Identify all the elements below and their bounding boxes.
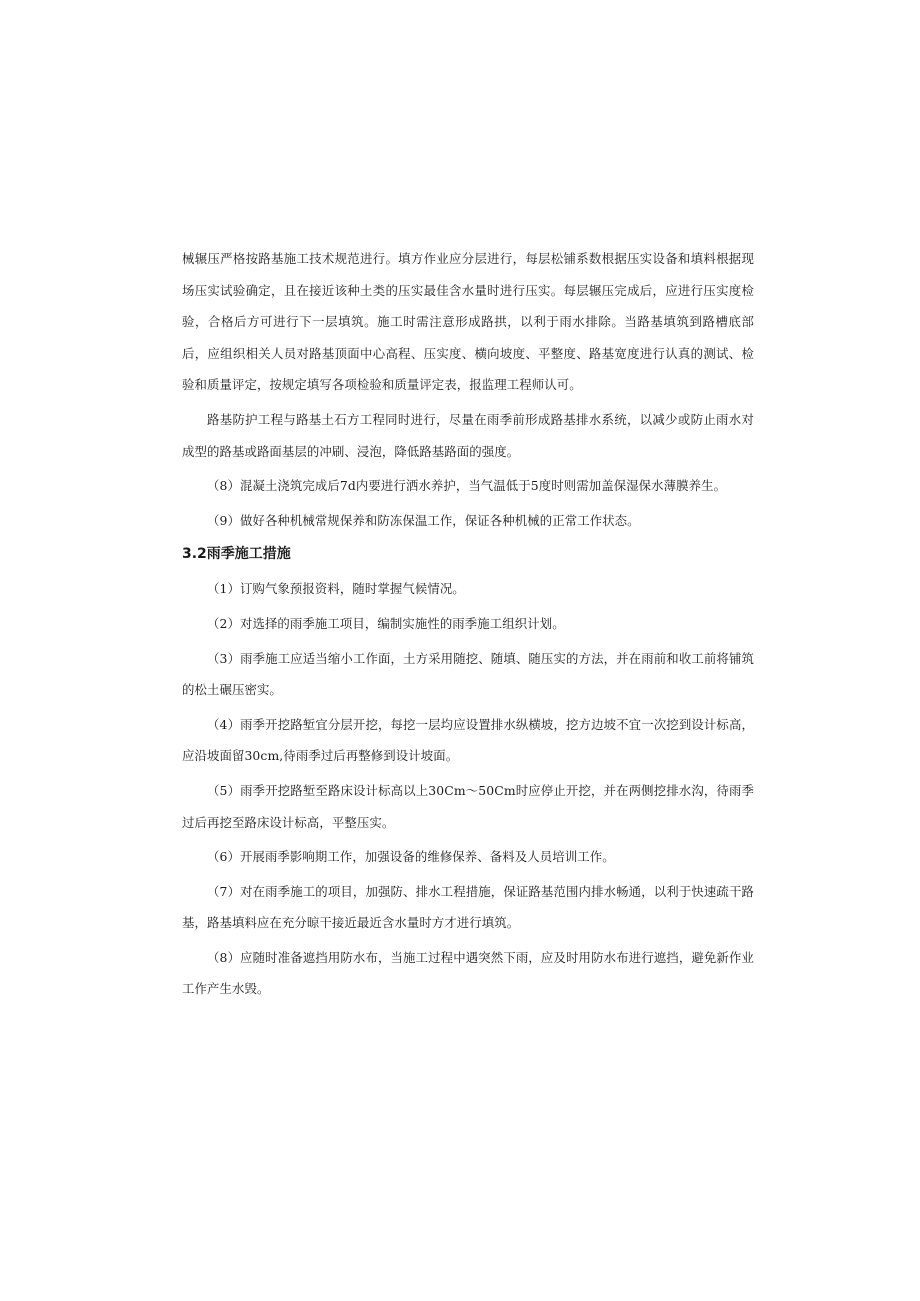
document-body [182,243,754,1005]
paragraph-rain-item-4: （4）雨季开挖路堑宜分层开挖，每挖一层均应设置排水纵横坡，挖方边坡不宜一次挖到设计标高，应沿坡面留30cm,待雨季过后再整修到设计坡面。 [182,716,754,764]
paragraph-item-8-curing: （8）混凝土浇筑完成后7d内要进行洒水养护，当气温低于5度时则需加盖保湿保水薄膜养生。 [207,478,727,494]
paragraph-rain-item-5: （5）雨季开挖路堑至路床设计标高以上30Cm～50Cm时应停止开挖，并在两侧挖排水沟，待雨季过后再挖至路床设计标高，平整压实。 [182,782,754,830]
paragraph-item-9-machinery: （9）做好各种机械常规保养和防冻保温工作，保证各种机械的正常工作状态。 [207,512,640,528]
paragraph-rain-item-2: （2）对选择的雨季施工项目，编制实施性的雨季施工组织计划。 [207,615,565,631]
section-heading-rainy-season: 3.2雨季施工措施 [182,546,291,563]
paragraph-compaction-continued: 械辗压严格按路基施工技术规范进行。填方作业应分层进行，每层松铺系数根据压实设备和填料根据现场压实试验确定，且在接近该种土类的压实最佳含水量时进行压实。每层辗压完成后，应进行压实度检验，合格后方可进行下一层填筑。施工时需注意形成路拱，以利于雨水排除。当路基填筑到路槽底部后，应组织相关人员对路基顶面中心高程、压实度、横向坡度、平整度、路基宽度进行认真的测试、检验和质量评定，按规定填写各项检验和质量评定表，报监理工程师认可。 [182,251,754,393]
paragraph-rain-item-8: （8）应随时准备遮挡用防水布，当施工过程中遇突然下雨，应及时用防水布进行遮挡，避免新作业工作产生水毁。 [182,949,754,997]
paragraph-subgrade-protection: 路基防护工程与路基土石方工程同时进行，尽量在雨季前形成路基排水系统，以减少或防止雨水对成型的路基或路面基层的冲刷、浸泡，降低路基路面的强度。 [182,411,754,459]
paragraph-rain-item-3: （3）雨季施工应适当缩小工作面，土方采用随挖、随填、随压实的方法，并在雨前和收工前将铺筑的松土碾压密实。 [182,650,754,698]
paragraph-rain-item-1: （1）订购气象预报资料，随时掌握气候情况。 [207,581,465,597]
paragraph-rain-item-7: （7）对在雨季施工的项目，加强防、排水工程措施，保证路基范围内排水畅通，以利于快速疏干路基，路基填料应在充分晾干接近最近含水量时方才进行填筑。 [182,883,754,931]
paragraph-rain-item-6: （6）开展雨季影响期工作，加强设备的维修保养、备料及人员培训工作。 [207,849,615,865]
